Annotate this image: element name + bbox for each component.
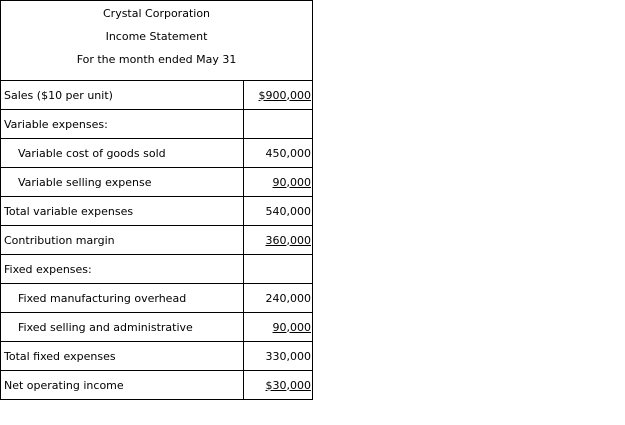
row-label-sales: Sales ($10 per unit) [1, 81, 244, 110]
table-row [1, 255, 313, 284]
row-label-variable-expenses: Variable expenses: [1, 110, 244, 139]
row-label-fixed-mfg-overhead: Fixed manufacturing overhead [1, 284, 244, 313]
table-row [1, 342, 313, 371]
table-row [1, 81, 313, 110]
table-row [1, 197, 313, 226]
row-value-net-operating-income: $30,000 [244, 371, 313, 400]
company-name: Crystal Corporation [102, 7, 211, 20]
row-value-sales: $900,000 [244, 81, 313, 110]
row-label-contribution-margin: Contribution margin [1, 226, 244, 255]
statement-header [1, 1, 313, 81]
row-value-fixed-expenses [244, 255, 313, 284]
row-label-variable-selling: Variable selling expense [1, 168, 244, 197]
row-value-contribution-margin: 360,000 [244, 226, 313, 255]
income-statement-table [0, 0, 313, 400]
row-label-total-variable: Total variable expenses [1, 197, 244, 226]
row-value-fixed-mfg-overhead: 240,000 [244, 284, 313, 313]
statement-header-row [1, 1, 313, 81]
table-row [1, 110, 313, 139]
table-row [1, 371, 313, 400]
row-label-fixed-expenses: Fixed expenses: [1, 255, 244, 284]
table-row [1, 313, 313, 342]
row-value-total-fixed: 330,000 [244, 342, 313, 371]
row-label-fixed-selling-admin: Fixed selling and administrative [1, 313, 244, 342]
statement-period: For the month ended May 31 [76, 53, 237, 66]
table-row [1, 168, 313, 197]
table-row [1, 226, 313, 255]
row-value-total-variable: 540,000 [244, 197, 313, 226]
row-value-variable-cogs: 450,000 [244, 139, 313, 168]
row-label-total-fixed: Total fixed expenses [1, 342, 244, 371]
row-value-variable-selling: 90,000 [244, 168, 313, 197]
row-label-variable-cogs: Variable cost of goods sold [1, 139, 244, 168]
table-row [1, 139, 313, 168]
row-value-variable-expenses [244, 110, 313, 139]
row-label-net-operating-income: Net operating income [1, 371, 244, 400]
table-row [1, 284, 313, 313]
row-value-fixed-selling-admin: 90,000 [244, 313, 313, 342]
statement-title: Income Statement [105, 30, 208, 43]
